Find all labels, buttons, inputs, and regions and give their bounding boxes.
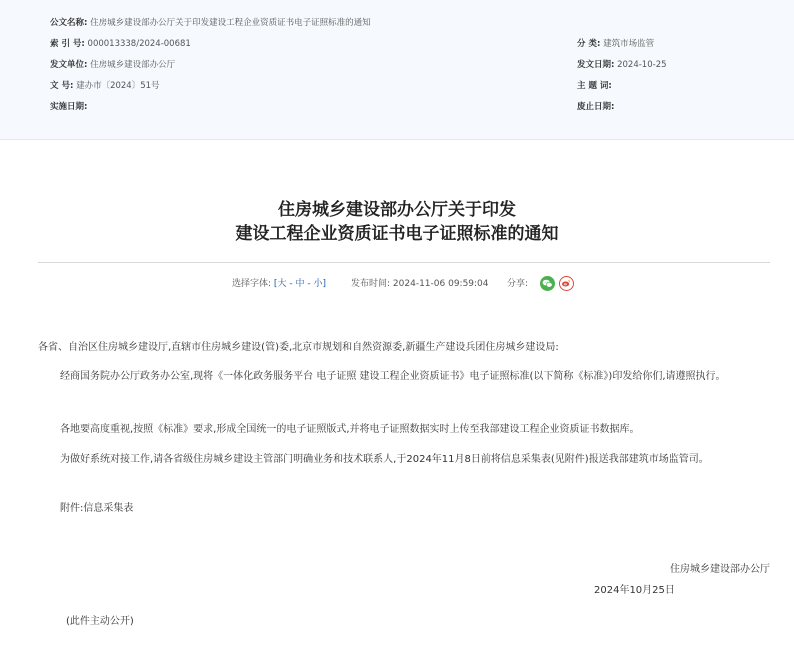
weibo-icon[interactable]	[559, 276, 574, 291]
meta-date-label: 发文日期:	[577, 60, 615, 70]
title-divider	[38, 262, 770, 263]
document-title-line2: 建设工程企业资质证书电子证照标准的通知	[235, 224, 559, 244]
font-size-label: 选择字体:	[232, 279, 272, 289]
meta-category-label: 分 类:	[577, 39, 601, 49]
meta-subject-label: 主 题 词:	[577, 81, 612, 91]
meta-effective-label: 实施日期:	[50, 102, 88, 112]
font-large-link[interactable]: 大	[277, 279, 287, 289]
meta-expire-row	[577, 101, 614, 113]
document-metadata-panel	[0, 0, 794, 140]
meta-category-row	[577, 38, 654, 50]
public-note: (此件主动公开)	[66, 616, 134, 627]
meta-index-row	[50, 38, 191, 50]
meta-docno-value: 建办市〔2024〕51号	[76, 81, 160, 91]
font-bracket-open: [	[273, 279, 278, 289]
paragraph-1: 经商国务院办公厅政务办公室,现将《一体化政务服务平台 电子证照 建设工程企业资质证书》电子证照标准(以下简称《标准》)印发给你们,请遵照执行。	[60, 371, 726, 382]
meta-subject-row	[577, 80, 612, 92]
publish-time-label: 发布时间:	[351, 279, 391, 289]
meta-title-value: 住房城乡建设部办公厅关于印发建设工程企业资质证书电子证照标准的通知	[90, 18, 371, 28]
signature-date: 2024年10月25日	[594, 585, 675, 596]
meta-category-value: 建筑市场监管	[603, 39, 655, 49]
article-toolbar	[0, 276, 794, 292]
meta-date-value: 2024-10-25	[617, 60, 667, 70]
meta-effective-row	[50, 101, 87, 113]
document-title-line1: 住房城乡建设部办公厅关于印发	[278, 200, 516, 220]
salutation: 各省、自治区住房城乡建设厅,直辖市住房城乡建设(管)委,北京市规划和自然资源委,新疆生产建设兵团住房城乡建设局:	[38, 342, 559, 353]
font-sep-1: -	[286, 279, 296, 289]
font-size-selector	[232, 276, 326, 292]
paragraph-3: 为做好系统对接工作,请各省级住房城乡建设主管部门明确业务和技术联系人,于2024年11月8日前将信息采集表(见附件)报送我部建筑市场监管司。	[60, 454, 709, 465]
meta-docno-row	[50, 80, 160, 92]
meta-index-label: 索 引 号:	[50, 39, 85, 49]
wechat-icon[interactable]	[540, 276, 555, 291]
share-label: 分享:	[507, 279, 529, 289]
meta-title-row	[50, 17, 371, 29]
meta-expire-label: 废止日期:	[577, 102, 615, 112]
attachment-line: 附件:信息采集表	[60, 503, 134, 514]
meta-date-row	[577, 59, 667, 71]
meta-docno-label: 文 号:	[50, 81, 74, 91]
publish-time-value: 2024-11-06 09:59:04	[392, 279, 489, 289]
meta-index-value: 000013338/2024-00681	[87, 39, 191, 49]
signature-org: 住房城乡建设部办公厅	[670, 564, 770, 575]
font-bracket-close: ]	[322, 279, 326, 289]
meta-title-label: 公文名称:	[50, 18, 88, 28]
meta-issuer-label: 发文单位:	[50, 60, 88, 70]
paragraph-2: 各地要高度重视,按照《标准》要求,形成全国统一的电子证照版式,并将电子证照数据实时上传至我部建设工程企业资质证书数据库。	[60, 424, 640, 435]
meta-issuer-row	[50, 59, 175, 71]
publish-time	[351, 276, 489, 292]
font-medium-link[interactable]: 中	[295, 279, 305, 289]
font-small-link[interactable]: 小	[313, 279, 323, 289]
font-sep-2: -	[304, 279, 314, 289]
meta-issuer-value: 住房城乡建设部办公厅	[90, 60, 176, 70]
